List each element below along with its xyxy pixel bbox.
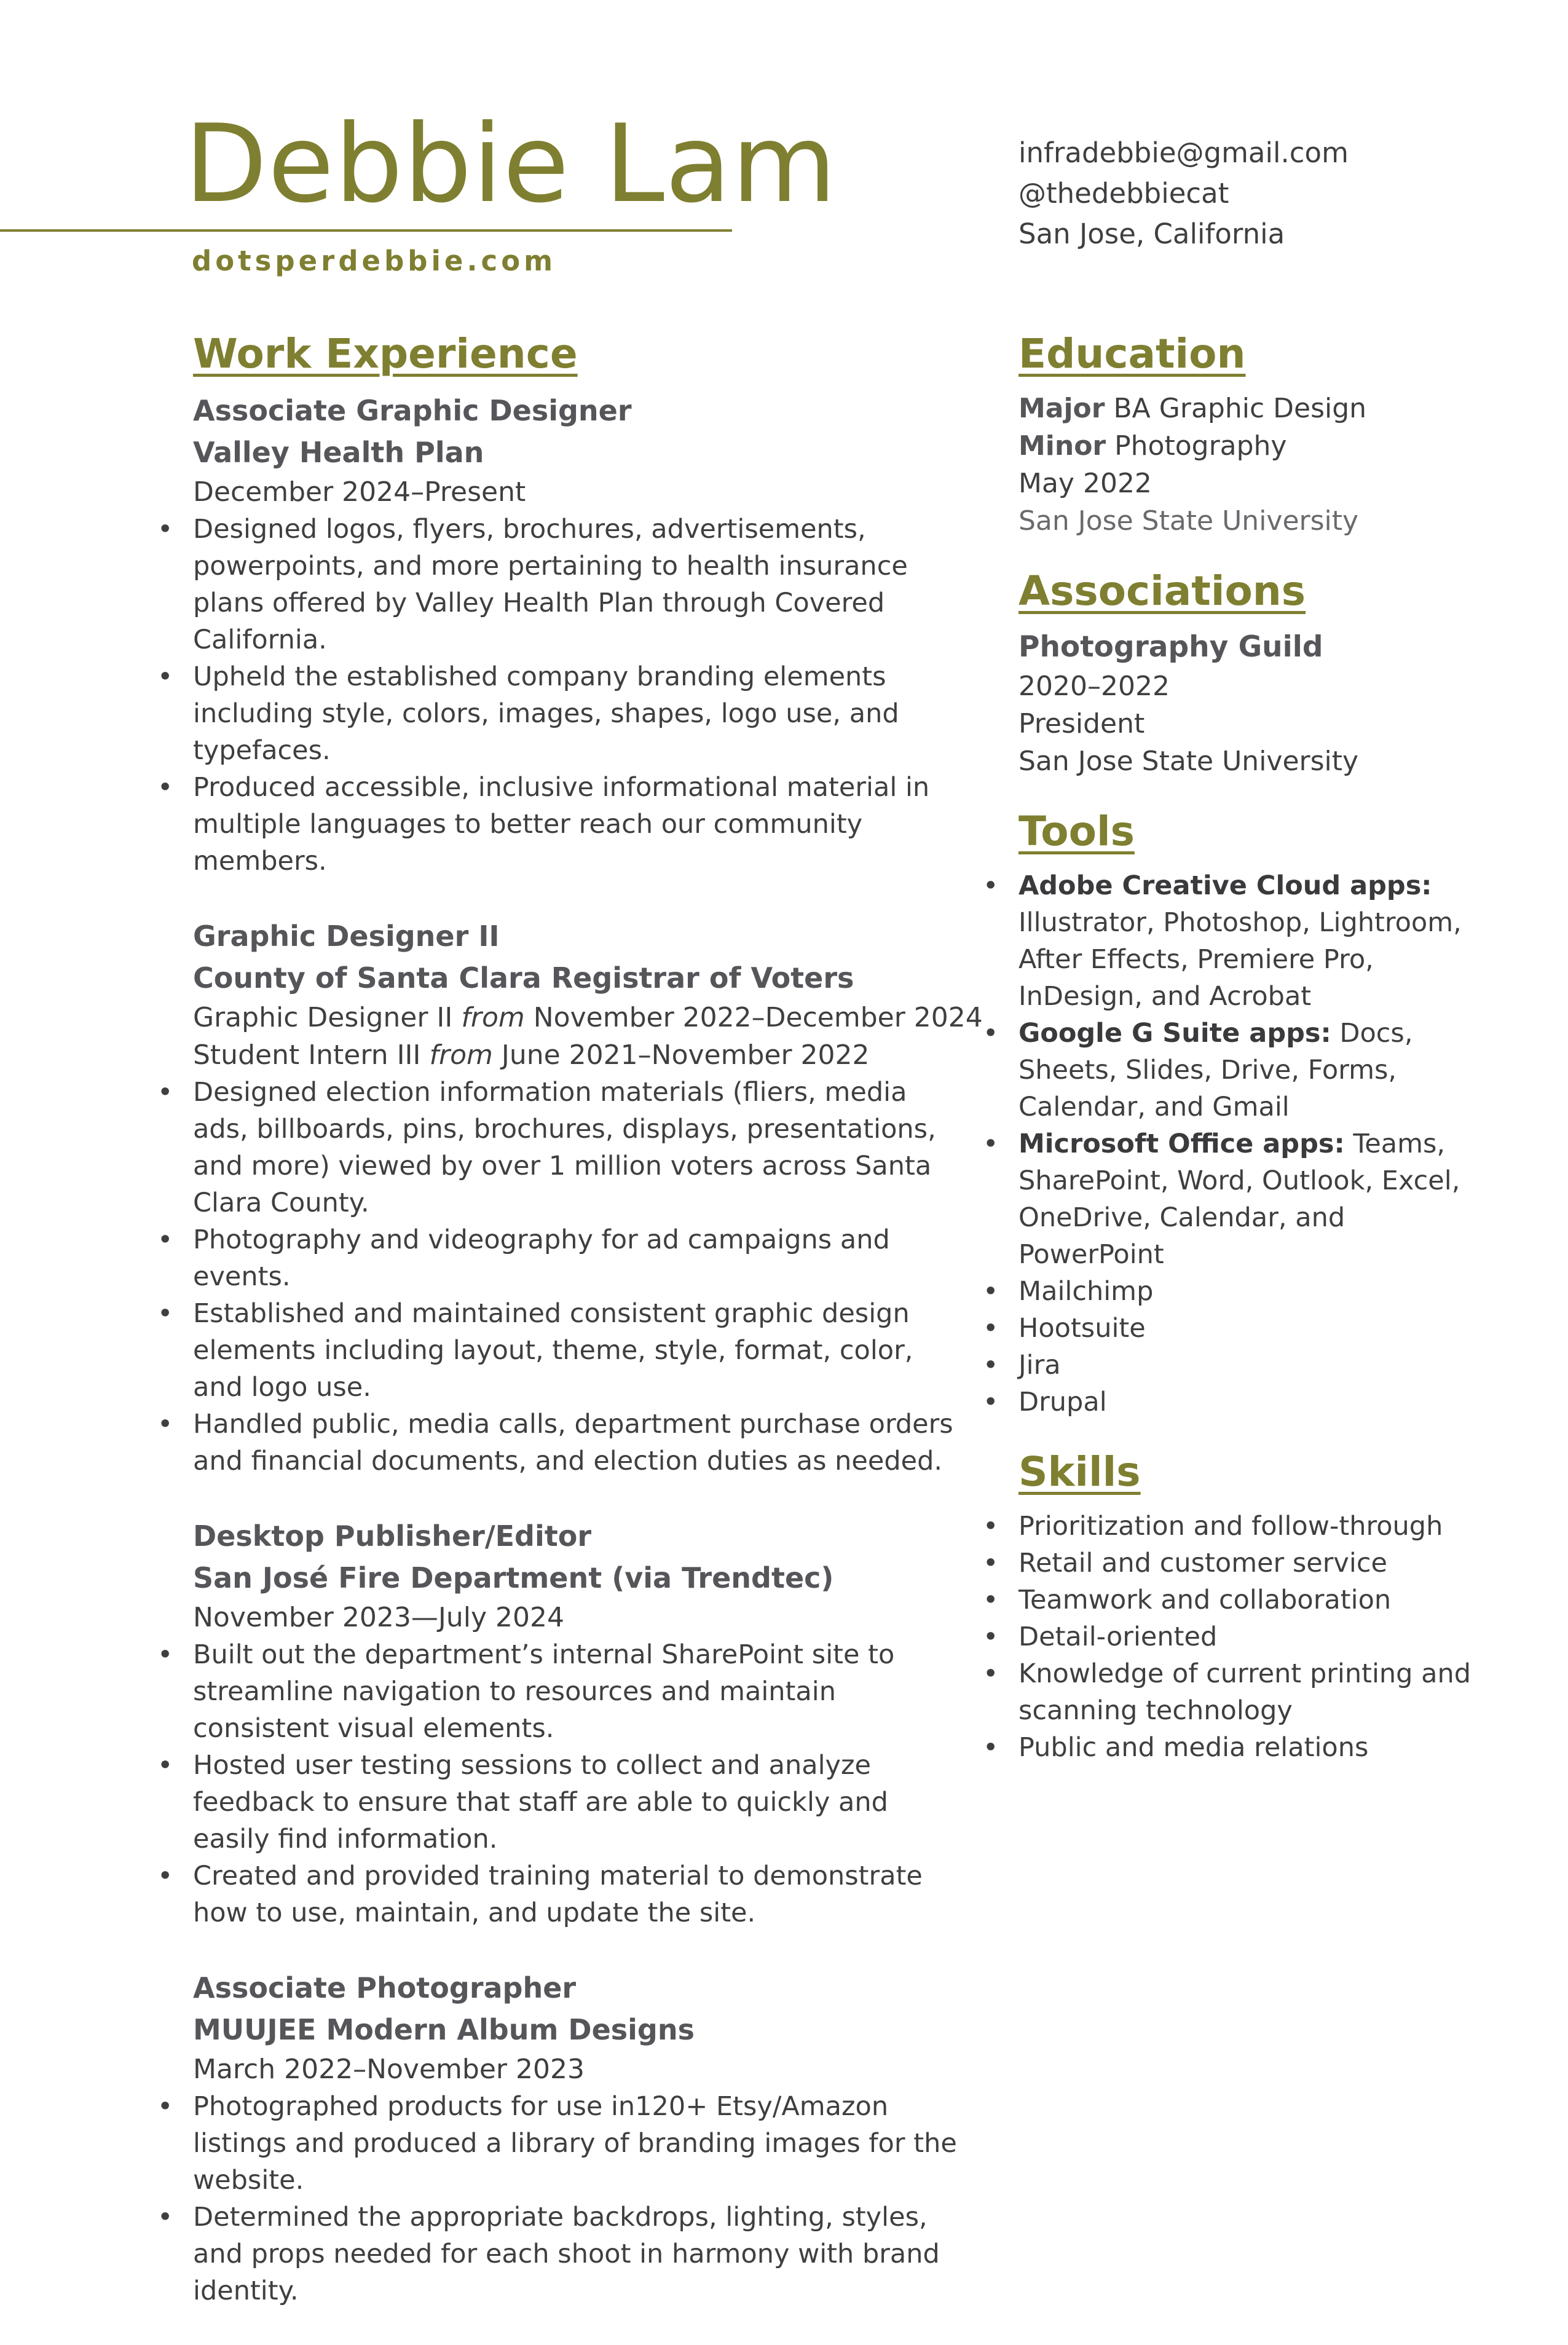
skills-list — [1018, 1508, 1498, 1766]
association-years: 2020–2022 — [1018, 671, 1170, 702]
graduation-date: May 2022 — [1018, 468, 1152, 499]
name-title: Debbie Lam — [184, 102, 837, 227]
minor-value: Photography — [1114, 430, 1287, 462]
skills-heading: Skills — [1018, 1448, 1141, 1496]
job-org: MUUJEE Modern Album Designs — [193, 2013, 695, 2046]
list-item: • Produced accessible, inclusive informational material in multiple languages to better reach our community members. — [193, 769, 961, 880]
job-title: Associate Graphic Designer — [193, 394, 632, 427]
from-word: from — [461, 1002, 525, 1033]
contact-info — [1018, 133, 1349, 254]
list-item — [1018, 1347, 1498, 1384]
list-item: • Determined the appropriate backdrops, lighting, styles, and props needed for each shoot in harmony with brand identity. — [193, 2199, 961, 2309]
tool-label: Adobe Creative Cloud apps: — [1018, 870, 1432, 901]
tool-label: Microsoft Office apps: — [1018, 1129, 1345, 1159]
date-range: June 2021–November 2022 — [501, 1039, 870, 1071]
school-name: San Jose State University — [1018, 505, 1359, 537]
major-value: BA Graphic Design — [1113, 393, 1367, 424]
job-org: San José Fire Department (via Trendtec) — [193, 1561, 834, 1594]
job-entry — [193, 390, 961, 880]
list-item: • Built out the department’s internal SharePoint site to streamline navigation to resources and maintain consistent visual elements. — [193, 1636, 961, 1747]
job-org: Valley Health Plan — [193, 436, 484, 469]
job-dates: March 2022–November 2023 — [193, 2054, 585, 2085]
minor-line — [1018, 427, 1498, 465]
list-item — [1018, 1273, 1498, 1310]
associations-heading: Associations — [1018, 567, 1306, 615]
list-item: • Created and provided training material to demonstrate how to use, maintain, and update the site. — [193, 1858, 961, 1931]
job-bullets — [193, 511, 961, 880]
job-dates — [193, 999, 983, 1036]
tool-label: Google G Suite apps: — [1018, 1018, 1331, 1049]
skills-section — [1018, 1445, 1498, 1766]
list-item: • Photography and videography for ad campaigns and events. — [193, 1221, 961, 1295]
association-title: Photography Guild — [1018, 630, 1323, 664]
work-experience-section — [193, 327, 983, 2345]
tools-section — [1018, 805, 1498, 1421]
tool-text: Drupal — [1018, 1387, 1107, 1417]
sidebar-column — [1018, 327, 1498, 1791]
list-item: • Handled public, media calls, department purchase orders and financial documents, and election duties as needed. — [193, 1406, 961, 1480]
list-item — [1018, 867, 1498, 1015]
association-role: President — [1018, 708, 1145, 739]
list-item: • Established and maintained consistent graphic design elements including layout, theme, style, format, color, and logo use. — [193, 1295, 961, 1406]
email-link[interactable]: infradebbie@gmail.com — [1018, 136, 1349, 169]
job-title: Desktop Publisher/Editor — [193, 1519, 592, 1553]
job-title: Graphic Designer II — [193, 920, 500, 953]
associations-section — [1018, 564, 1498, 780]
list-item — [1018, 1384, 1498, 1421]
tool-text: Teams, SharePoint, Word, Outlook, Excel, OneDrive, Calendar, and PowerPoint — [1018, 1129, 1460, 1270]
name-underline-divider — [0, 229, 732, 232]
tool-text: Jira — [1018, 1350, 1061, 1381]
job-org: County of Santa Clara Registrar of Voters — [193, 961, 854, 995]
job-dates: December 2024–Present — [193, 476, 526, 508]
list-item: • Public and media relations — [1018, 1729, 1498, 1766]
job-bullets — [193, 1074, 961, 1480]
list-item: • Teamwork and collaboration — [1018, 1582, 1498, 1618]
list-item: • Hosted user testing sessions to collect and analyze feedback to ensure that staff are able to quickly and easily find information. — [193, 1747, 961, 1858]
date-range: November 2022–December 2024 — [533, 1002, 983, 1033]
education-section — [1018, 327, 1498, 540]
tool-text: Mailchimp — [1018, 1276, 1154, 1307]
job-dates: November 2023—July 2024 — [193, 1602, 564, 1633]
job-title: Associate Photographer — [193, 1971, 577, 2004]
association-school: San Jose State University — [1018, 746, 1359, 777]
role-name: Graphic Designer II — [193, 1002, 453, 1033]
role-name: Student Intern III — [193, 1039, 421, 1071]
list-item: • Upheld the established company branding elements including style, colors, images, shapes, logo use, and typefaces. — [193, 658, 961, 769]
tools-heading: Tools — [1018, 808, 1135, 855]
social-handle[interactable]: @thedebbiecat — [1018, 177, 1229, 210]
tool-text: Docs, Sheets, Slides, Drive, Forms, Calendar, and Gmail — [1018, 1018, 1413, 1122]
job-bullets — [193, 1636, 961, 1931]
list-item — [1018, 1015, 1498, 1125]
major-label: Major — [1018, 393, 1105, 424]
list-item: • Knowledge of current printing and scanning technology — [1018, 1655, 1498, 1729]
job-dates — [193, 1036, 961, 1074]
website-link[interactable]: dotsperdebbie.com — [192, 245, 557, 277]
location: San Jose, California — [1018, 218, 1285, 250]
list-item: • Designed logos, flyers, brochures, advertisements, powerpoints, and more pertaining to health insurance plans offered by Valley Health Plan through Covered California. — [193, 511, 961, 658]
major-line — [1018, 390, 1498, 427]
tool-text: Illustrator, Photoshop, Lightroom, After Effects, Premiere Pro, InDesign, and Acrobat — [1018, 907, 1462, 1012]
tool-text: Hootsuite — [1018, 1313, 1146, 1344]
list-item: • Designed election information materials (fliers, media ads, billboards, pins, brochures, displays, presentations, and more) viewed by over 1 million voters across Santa Clara County. — [193, 1074, 961, 1221]
list-item: • Prioritization and follow-through — [1018, 1508, 1498, 1545]
list-item — [1018, 1125, 1498, 1273]
list-item — [1018, 1310, 1498, 1347]
job-bullets — [193, 2088, 961, 2309]
job-entry — [193, 915, 983, 1480]
list-item: • Detail-oriented — [1018, 1618, 1498, 1655]
from-word: from — [429, 1039, 493, 1071]
job-entry — [193, 1515, 961, 1931]
tools-list — [1018, 867, 1498, 1421]
education-heading: Education — [1018, 330, 1246, 377]
list-item: • Retail and customer service — [1018, 1545, 1498, 1582]
list-item: • Photographed products for use in120+ Etsy/Amazon listings and produced a library of branding images for the website. — [193, 2088, 961, 2199]
minor-label: Minor — [1018, 430, 1106, 462]
job-entry — [193, 1967, 961, 2309]
work-experience-heading: Work Experience — [193, 330, 578, 377]
